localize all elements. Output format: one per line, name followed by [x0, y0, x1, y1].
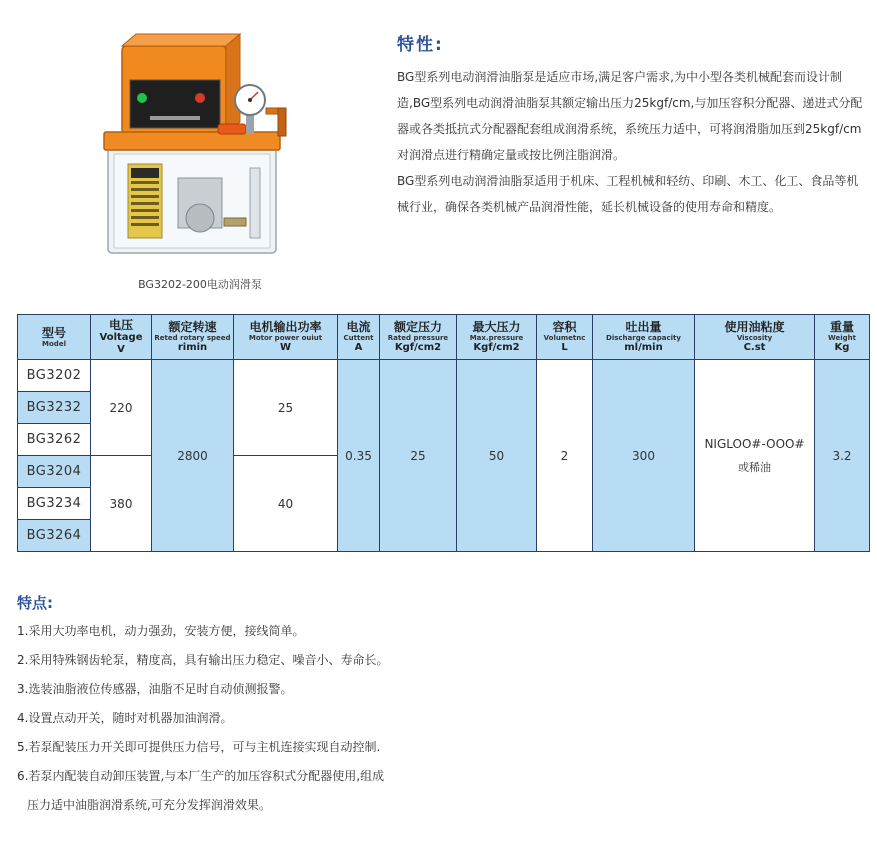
viscosity-value: NIGLOO#-OOO#: [704, 436, 805, 451]
power-cell: 40: [234, 456, 338, 552]
header-current: 电流 Cuttent A: [338, 315, 380, 360]
table-row: [18, 360, 870, 392]
header-model: 型号 Model: [18, 315, 91, 360]
header-speed: 额定转速 Reted rotary speed rimin: [152, 315, 234, 360]
header-weight: 重量 Weight Kg: [815, 315, 870, 360]
points-title: 特点:: [17, 594, 53, 612]
rated-pressure-cell: 25: [380, 360, 457, 552]
points-list: [17, 618, 867, 821]
model-cell: BG3204: [18, 456, 91, 488]
features-title: 特性:: [397, 35, 444, 55]
features-text: [397, 64, 867, 220]
model-cell: BG3264: [18, 520, 91, 552]
header-max-pressure: 最大压力 Max.pressure Kgf/cm2: [457, 315, 537, 360]
header-viscosity: 使用油粘度 Viscosity C.st: [695, 315, 815, 360]
list-item: 5.若泵配装压力开关即可提供压力信号，可与主机连接实现自动控制.: [17, 740, 381, 754]
header-discharge: 吐出量 Discharge capacity ml/min: [593, 315, 695, 360]
product-image: [100, 28, 300, 268]
spec-table: [17, 314, 870, 552]
header-power: 电机输出功率 Motor power ouiut W: [234, 315, 338, 360]
header-voltage: 电压 Voltage V: [91, 315, 152, 360]
list-item: 2.采用特殊钢齿轮泵，精度高，具有输出压力稳定、噪音小、寿命长。: [17, 653, 389, 667]
speed-cell: 2800: [152, 360, 234, 552]
spec-header-row: [18, 315, 870, 360]
model-cell: BG3262: [18, 424, 91, 456]
current-cell: 0.35: [338, 360, 380, 552]
weight-cell: 3.2: [815, 360, 870, 552]
voltage-cell: 220: [91, 360, 152, 456]
lubrication-pump-illustration: [100, 28, 300, 268]
header-rated-pressure: 额定压力 Rated pressure Kgf/cm2: [380, 315, 457, 360]
list-item: 压力适中油脂润滑系统,可充分发挥润滑效果。: [27, 798, 271, 812]
voltage-cell: 380: [91, 456, 152, 552]
header-volume: 容积 Volumetnc L: [537, 315, 593, 360]
model-cell: BG3202: [18, 360, 91, 392]
discharge-cell: 300: [593, 360, 695, 552]
max-pressure-cell: 50: [457, 360, 537, 552]
list-item: 4.设置点动开关，随时对机器加油润滑。: [17, 711, 233, 725]
features-paragraph: BG型系列电动润滑油脂泵适用于机床、工程机械和轻纺、印刷、木工、化工、食品等机械行业，确保各类机械产品润滑性能，延长机械设备的使用寿命和精度。: [397, 174, 859, 214]
list-item: 1.采用大功率电机，动力强劲，安装方便，接线简单。: [17, 624, 305, 638]
features-paragraph: BG型系列电动润滑油脂泵是适应市场,满足客户需求,为中小型各类机械配套而设计制造,BG型系列电动润滑油脂泵其额定输出压力25kgf/cm,与加压容积分配器、递进式分配器或各类抵抗式分配器配套组成润滑系统，系统压力适中，可将润滑脂加压到25kgf/cm对润滑点进行精确定量或按比例注脂润滑。: [397, 70, 863, 162]
viscosity-cell: [695, 360, 815, 552]
list-item: 3.选装油脂液位传感器，油脂不足时自动侦测报警。: [17, 682, 293, 696]
model-cell: BG3232: [18, 392, 91, 424]
model-cell: BG3234: [18, 488, 91, 520]
list-item: 6.若泵内配装自动卸压装置,与本厂生产的加压容积式分配器使用,组成: [17, 769, 385, 783]
volume-cell: 2: [537, 360, 593, 552]
product-caption: BG3202-200电动润滑泵: [138, 278, 262, 291]
power-cell: 25: [234, 360, 338, 456]
viscosity-note: 或稀油: [738, 460, 771, 474]
